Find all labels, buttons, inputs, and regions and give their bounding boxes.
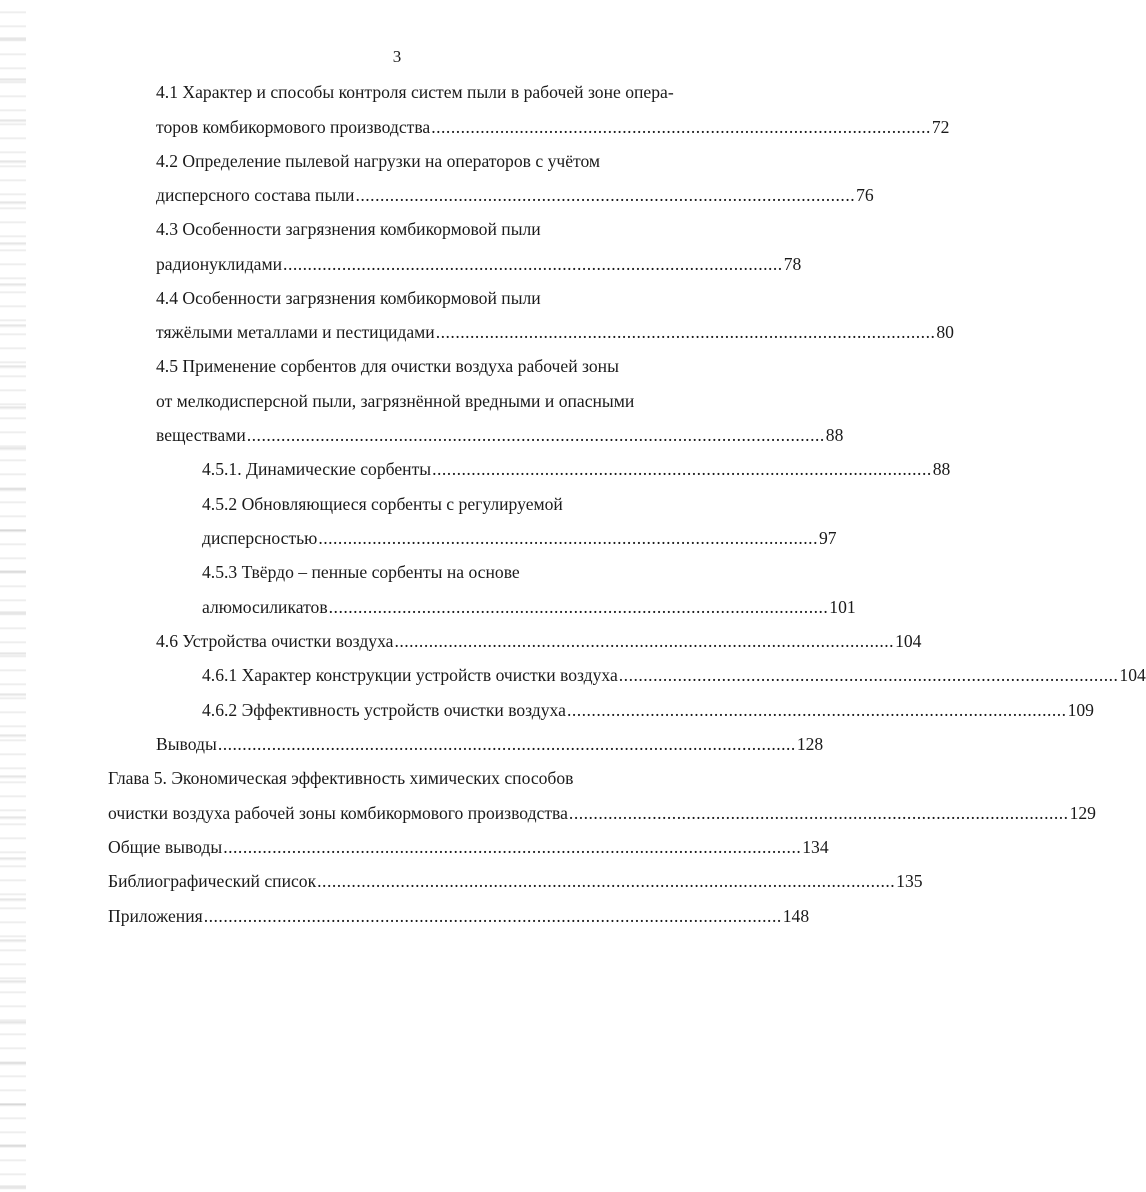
toc-entry-4-5-1 [202, 458, 951, 480]
toc-entry-label: веществами [156, 425, 246, 445]
dot-leader: ...................................................................................................... [394, 631, 895, 651]
toc-page-number: 97 [818, 528, 837, 548]
toc-page-number: 72 [931, 117, 950, 137]
toc-entry-4-5-3-line-1: 4.5.3 Твёрдо – пенные сорбенты на основе [202, 562, 520, 582]
toc-entry-4-2-line-1: 4.2 Определение пылевой нагрузки на операторов с учётом [156, 151, 601, 171]
toc-entry-4-5-2-line-2 [202, 527, 837, 549]
dot-leader: ...................................................................................................... [432, 459, 932, 479]
toc-page-number: 134 [802, 837, 829, 857]
toc-page-number: 88 [825, 425, 844, 445]
toc-entry-4-5-2-line-1: 4.5.2 Обновляющиеся сорбенты с регулируемой [202, 494, 563, 514]
dot-leader: ...................................................................................................... [328, 597, 829, 617]
toc-page-number: 104 [1119, 665, 1146, 685]
dot-leader: ...................................................................................................................... [223, 837, 802, 857]
toc-page-number: 80 [936, 322, 954, 342]
toc-page-number: 135 [896, 871, 923, 891]
toc-entry-general-conclusions [108, 836, 829, 858]
toc-entry-4-3-line-2 [156, 253, 802, 275]
toc-entry-chapter-5-line-2 [108, 802, 1096, 824]
scan-edge-artifact [0, 0, 26, 1192]
toc-page-number: 109 [1067, 700, 1094, 720]
dot-leader: ...................................................................................................... [568, 803, 1069, 823]
toc-entry-label: Общие выводы [108, 837, 223, 857]
toc-entry-4-6-1 [202, 664, 1146, 686]
dot-leader: ...................................................................................................... [435, 322, 936, 342]
toc-entry-label: дисперсного состава пыли [156, 185, 355, 205]
toc-entry-bibliography [108, 870, 923, 892]
toc-page-number: 88 [932, 459, 951, 479]
dot-leader: ...................................................................................................... [566, 700, 1067, 720]
toc-entry-4-1-line-1: 4.1 Характер и способы контроля систем пыли в рабочей зоне опера- [156, 82, 674, 102]
dot-leader: ...................................................................................................................... [317, 871, 896, 891]
toc-page-number: 76 [856, 185, 874, 205]
toc-page-number: 101 [829, 597, 856, 617]
toc-entry-label: Библиографический список [108, 871, 317, 891]
toc-entry-4-5-line-2: от мелкодисперсной пыли, загрязнённой вредными и опасными [156, 391, 635, 411]
toc-page-number: 104 [895, 631, 922, 651]
dot-leader: ...................................................................................................................... [246, 425, 825, 445]
toc-entry-4-2-line-2 [156, 184, 874, 206]
toc-page-number: 128 [796, 734, 824, 754]
toc-entry-4-1-line-2 [156, 116, 950, 138]
toc-entry-4-5-3-line-2 [202, 596, 856, 618]
toc-entry-label: дисперсностью [202, 528, 318, 548]
toc-entry-label: радионуклидами [156, 254, 283, 274]
toc-entry-4-6-2 [202, 699, 1094, 721]
dot-leader: ...................................................................................................... [431, 117, 931, 137]
toc-entry-4-5-line-3 [156, 424, 844, 446]
dot-leader: ...................................................................................................... [318, 528, 818, 548]
toc-entry-conclusions [156, 733, 824, 755]
toc-entry-4-3-line-1: 4.3 Особенности загрязнения комбикормовой пыли [156, 219, 541, 239]
toc-entry-label: тяжёлыми металлами и пестицидами [156, 322, 435, 342]
toc-entry-label: 4.6 Устройства очистки воздуха [156, 631, 394, 651]
toc-page-number: 148 [782, 906, 810, 926]
toc-entry-label: алюмосиликатов [202, 597, 328, 617]
toc-entry-label: очистки воздуха рабочей зоны комбикормового производства [108, 803, 568, 823]
dot-leader: ...................................................................................................... [355, 185, 856, 205]
toc-entry-label: 4.6.2 Эффективность устройств очистки воздуха [202, 700, 566, 720]
toc-entry-label: 4.6.1 Характер конструкции устройств очистки воздуха [202, 665, 618, 685]
toc-entry-label: Приложения [108, 906, 203, 926]
toc-entry-4-4-line-1: 4.4 Особенности загрязнения комбикормовой пыли [156, 288, 541, 308]
page-number: 3 [392, 47, 402, 66]
toc-page-number: 78 [783, 254, 802, 274]
toc-entry-4-4-line-2 [156, 321, 954, 343]
toc-page-number: 129 [1069, 803, 1096, 823]
toc-entry-4-5-line-1: 4.5 Применение сорбентов для очистки воздуха рабочей зоны [156, 356, 619, 376]
toc-entry-label: Выводы [156, 734, 217, 754]
dot-leader: ...................................................................................................................... [217, 734, 796, 754]
toc-entry-4-6 [156, 630, 922, 652]
toc-entry-label: 4.5.1. Динамические сорбенты [202, 459, 432, 479]
toc-entry-chapter-5-line-1: Глава 5. Экономическая эффективность химических способов [108, 768, 574, 788]
dot-leader: ...................................................................................................................... [203, 906, 782, 926]
dot-leader: ...................................................................................................... [618, 665, 1119, 685]
toc-entry-appendices [108, 905, 810, 927]
dot-leader: ...................................................................................................... [283, 254, 783, 274]
toc-entry-label: торов комбикормового производства [156, 117, 431, 137]
